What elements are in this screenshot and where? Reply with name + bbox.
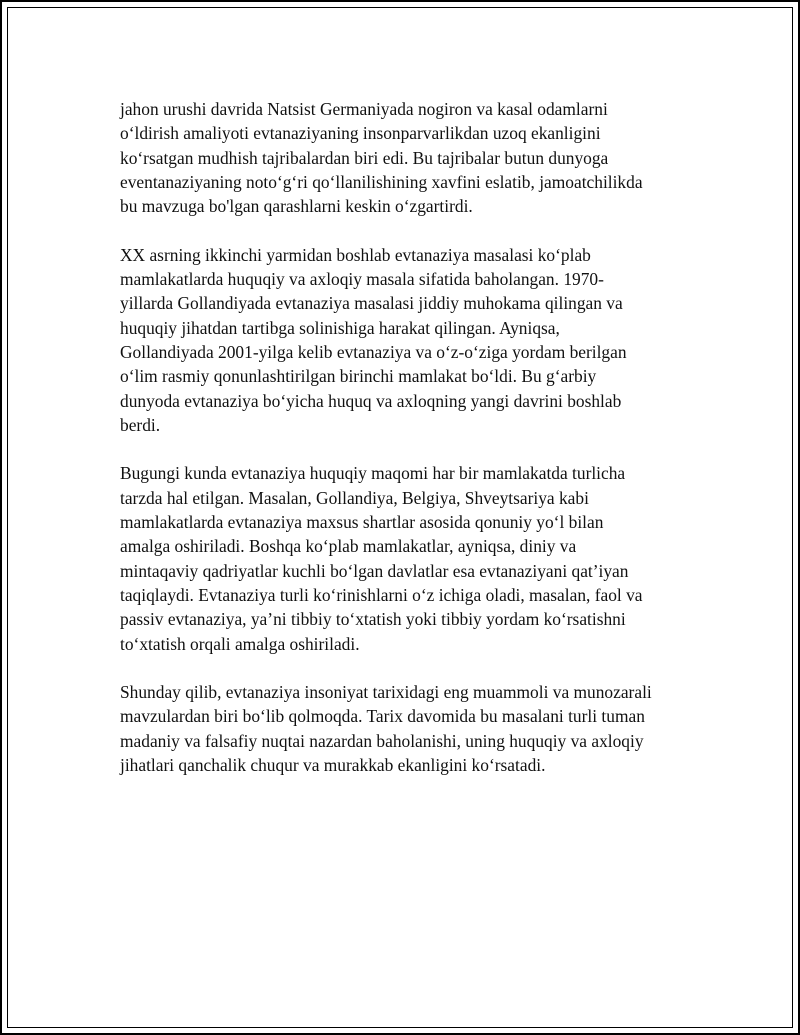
text-line: Bugungi kunda evtanaziya huquqiy maqomi har bir mamlakatda turlicha — [120, 463, 626, 484]
text-line: yillarda Gollandiyada evtanaziya masalasi jiddiy muhokama qilingan va — [120, 293, 623, 314]
paragraph-4 — [120, 680, 700, 777]
text-line: passiv evtanaziya, ya’ni tibbiy to‘xtatish yoki tibbiy yordam ko‘rsatishni — [120, 609, 626, 630]
text-line: huquqiy jihatdan tartibga solinishiga harakat qilingan. Ayniqsa, — [120, 317, 560, 338]
text-line: o‘ldirish amaliyoti evtanaziyaning insonparvarlikdan uzoq ekanligini — [120, 123, 601, 144]
text-line: to‘xtatish orqali amalga oshiriladi. — [120, 633, 360, 654]
text-line: amalga oshiriladi. Boshqa ko‘plab mamlakatlar, ayniqsa, diniy va — [120, 536, 577, 557]
text-line: XX asrning ikkinchi yarmidan boshlab evtanaziya masalasi ko‘plab — [120, 244, 591, 265]
text-line: bu mavzuga bo'lgan qarashlarni keskin o‘zgartirdi. — [120, 196, 473, 217]
text-line: mavzulardan biri bo‘lib qolmoqda. Tarix davomida bu masalani turli tuman — [120, 706, 645, 727]
text-line: madaniy va falsafiy nuqtai nazardan baholanishi, uning huquqiy va axloqiy — [120, 730, 644, 751]
text-line: Shunday qilib, evtanaziya insoniyat tarixidagi eng muammoli va munozarali — [120, 682, 652, 703]
text-line: taqiqlaydi. Evtanaziya turli ko‘rinishlarni o‘z ichiga oladi, masalan, faol va — [120, 584, 643, 605]
text-line: berdi. — [120, 414, 161, 435]
text-line: eventanaziyaning noto‘g‘ri qo‘llanilishining xavfini eslatib, jamoatchilikda — [120, 171, 643, 192]
document-body — [120, 97, 700, 802]
text-line: mintaqaviy qadriyatlar kuchli bo‘lgan davlatlar esa evtanaziyani qat’iyan — [120, 560, 629, 581]
text-line: ko‘rsatgan mudhish tajribalardan biri edi. Bu tajribalar butun dunyoga — [120, 147, 609, 168]
text-line: mamlakatlarda huquqiy va axloqiy masala sifatida baholangan. 1970- — [120, 269, 604, 290]
paragraph-3 — [120, 461, 700, 655]
text-line: tarzda hal etilgan. Masalan, Gollandiya, Belgiya, Shveytsariya kabi — [120, 487, 589, 508]
text-line: mamlakatlarda evtanaziya maxsus shartlar asosida qonuniy yo‘l bilan — [120, 512, 604, 533]
text-line: jahon urushi davrida Natsist Germaniyada nogiron va kasal odamlarni — [120, 99, 608, 119]
text-line: dunyoda evtanaziya bo‘yicha huquq va axloqning yangi davrini boshlab — [120, 390, 622, 411]
text-line: o‘lim rasmiy qonunlashtirilgan birinchi mamlakat bo‘ldi. Bu g‘arbiy — [120, 366, 597, 387]
paragraph-2 — [120, 243, 700, 437]
text-line: jihatlari qanchalik chuqur va murakkab ekanligini ko‘rsatadi. — [120, 755, 546, 776]
paragraph-1 — [120, 97, 700, 218]
text-line: Gollandiyada 2001-yilga kelib evtanaziya va o‘z-o‘ziga yordam berilgan — [120, 341, 627, 362]
